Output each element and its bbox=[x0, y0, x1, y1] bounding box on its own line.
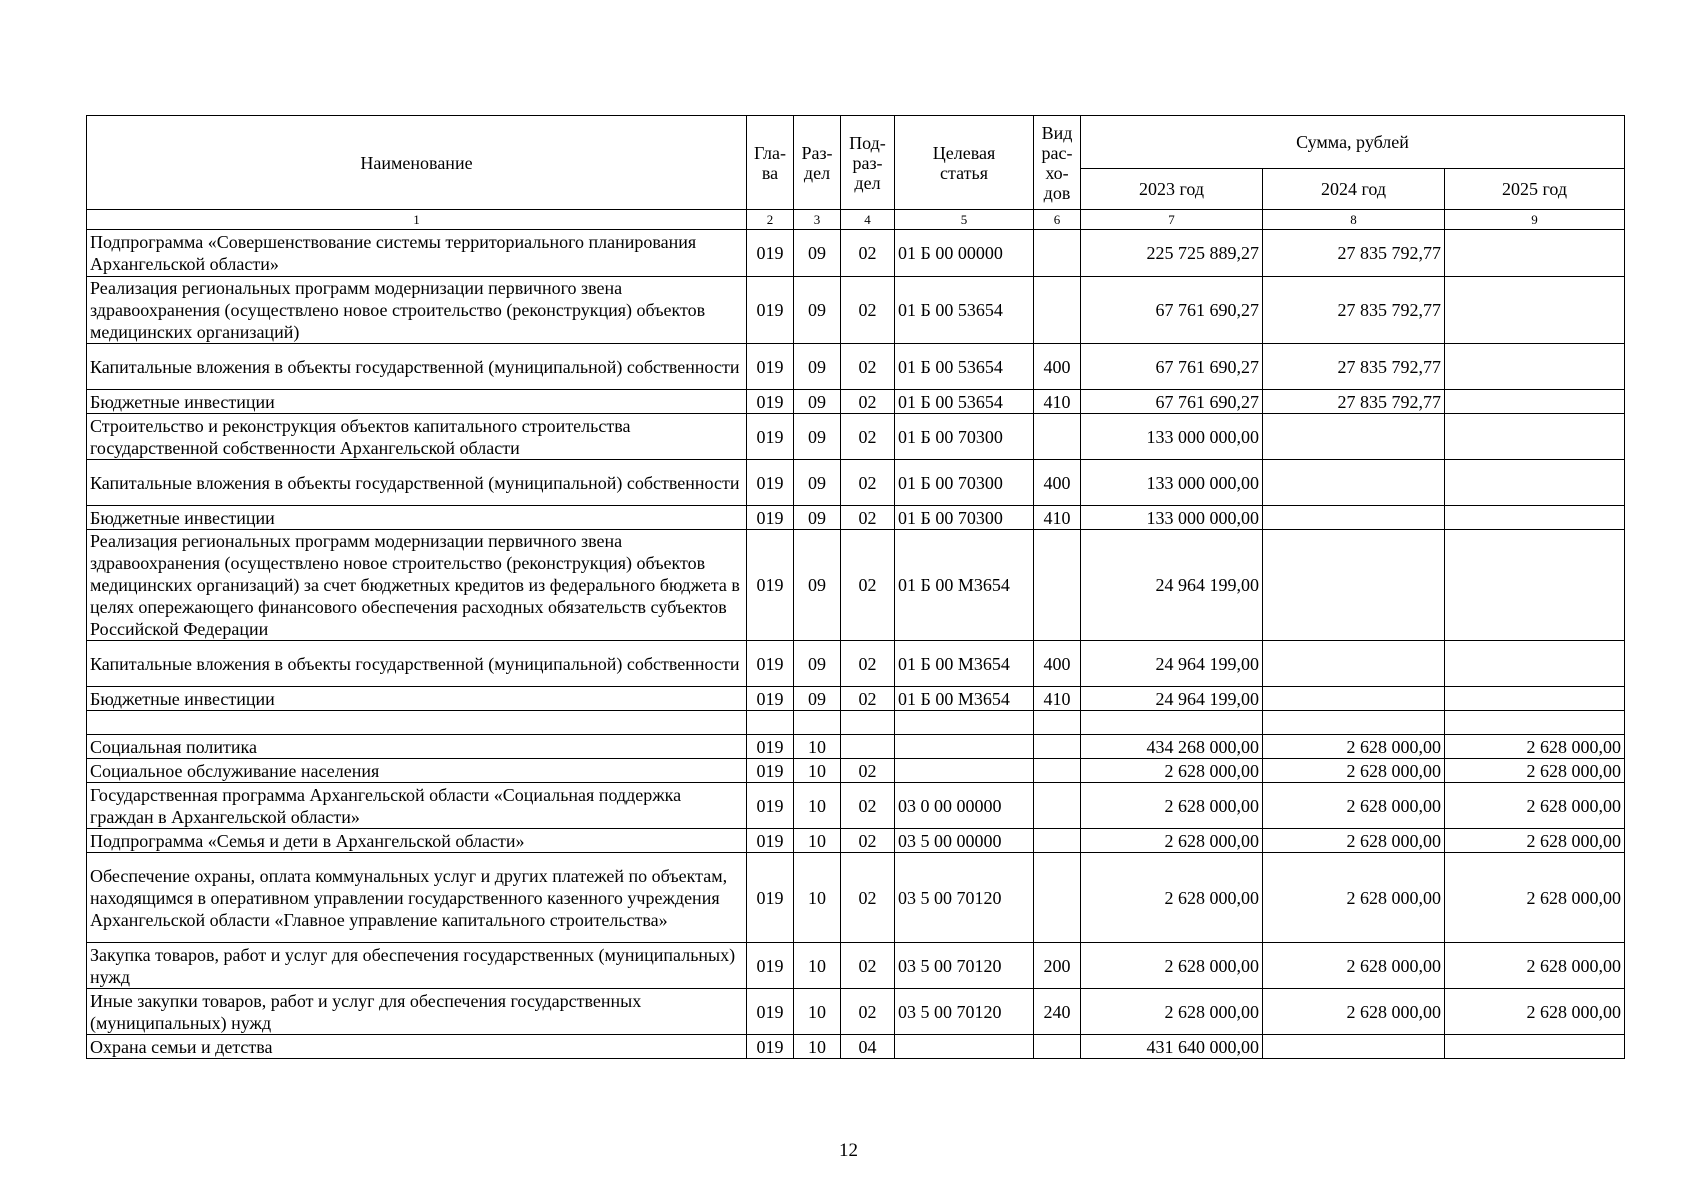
header-subsection: Под- раз- дел bbox=[841, 116, 895, 210]
row-name: Бюджетные инвестиции bbox=[87, 687, 747, 711]
row-section: 09 bbox=[794, 506, 841, 530]
row-expense-type: 400 bbox=[1034, 460, 1081, 506]
row-subsection: 02 bbox=[841, 414, 895, 460]
row-sum-2024 bbox=[1263, 460, 1445, 506]
column-number: 6 bbox=[1034, 210, 1081, 230]
row-subsection: 02 bbox=[841, 989, 895, 1035]
row-expense-type: 410 bbox=[1034, 506, 1081, 530]
row-subsection: 04 bbox=[841, 1035, 895, 1059]
row-expense-type: 400 bbox=[1034, 344, 1081, 390]
row-subsection: 02 bbox=[841, 759, 895, 783]
row-section: 10 bbox=[794, 1035, 841, 1059]
table-row bbox=[87, 853, 1625, 943]
row-subsection: 02 bbox=[841, 344, 895, 390]
row-sum-2024: 2 628 000,00 bbox=[1263, 735, 1445, 759]
row-sum-2024: 27 835 792,77 bbox=[1263, 277, 1445, 344]
row-sum-2024: 27 835 792,77 bbox=[1263, 390, 1445, 414]
table-row bbox=[87, 414, 1625, 460]
row-target-article: 01 Б 00 М3654 bbox=[895, 530, 1034, 641]
header-chapter: Гла- ва bbox=[747, 116, 794, 210]
header-expense-type: Вид рас- хо- дов bbox=[1034, 116, 1081, 210]
row-expense-type bbox=[1034, 853, 1081, 943]
row-target-article: 01 Б 00 70300 bbox=[895, 414, 1034, 460]
row-section: 09 bbox=[794, 641, 841, 687]
column-number: 8 bbox=[1263, 210, 1445, 230]
row-sum-2024 bbox=[1263, 414, 1445, 460]
row-target-article: 03 0 00 00000 bbox=[895, 783, 1034, 829]
header-year-2025: 2025 год bbox=[1445, 169, 1625, 210]
row-sum-2025: 2 628 000,00 bbox=[1445, 853, 1625, 943]
table-body bbox=[87, 230, 1625, 1059]
row-sum-2025: 2 628 000,00 bbox=[1445, 783, 1625, 829]
row-sum-2025 bbox=[1445, 711, 1625, 735]
row-expense-type: 410 bbox=[1034, 687, 1081, 711]
budget-table bbox=[86, 115, 1625, 1059]
row-target-article bbox=[895, 711, 1034, 735]
column-number: 4 bbox=[841, 210, 895, 230]
row-name: Реализация региональных программ модернизации первичного звена здравоохранения (осуществлено новое строительство (реконструкция) объектов медицинских организаций) bbox=[87, 277, 747, 344]
row-name: Подпрограмма «Семья и дети в Архангельской области» bbox=[87, 829, 747, 853]
row-sum-2024 bbox=[1263, 641, 1445, 687]
row-subsection: 02 bbox=[841, 687, 895, 711]
row-section: 09 bbox=[794, 530, 841, 641]
row-name: Социальная политика bbox=[87, 735, 747, 759]
row-sum-2025: 2 628 000,00 bbox=[1445, 735, 1625, 759]
row-sum-2024: 2 628 000,00 bbox=[1263, 943, 1445, 989]
row-chapter: 019 bbox=[747, 783, 794, 829]
row-chapter: 019 bbox=[747, 735, 794, 759]
row-sum-2024: 27 835 792,77 bbox=[1263, 230, 1445, 277]
row-target-article: 01 Б 00 70300 bbox=[895, 506, 1034, 530]
row-name: Подпрограмма «Совершенствование системы территориального планирования Архангельской области» bbox=[87, 230, 747, 277]
row-expense-type bbox=[1034, 735, 1081, 759]
row-chapter: 019 bbox=[747, 829, 794, 853]
row-expense-type bbox=[1034, 530, 1081, 641]
row-section: 09 bbox=[794, 277, 841, 344]
row-name bbox=[87, 711, 747, 735]
row-sum-2024: 2 628 000,00 bbox=[1263, 759, 1445, 783]
row-expense-type bbox=[1034, 230, 1081, 277]
column-number: 7 bbox=[1081, 210, 1263, 230]
row-target-article: 01 Б 00 53654 bbox=[895, 390, 1034, 414]
column-number: 9 bbox=[1445, 210, 1625, 230]
row-target-article: 01 Б 00 М3654 bbox=[895, 687, 1034, 711]
row-chapter: 019 bbox=[747, 230, 794, 277]
table-row bbox=[87, 943, 1625, 989]
header-target-article: Целевая статья bbox=[895, 116, 1034, 210]
row-name: Бюджетные инвестиции bbox=[87, 506, 747, 530]
table-row bbox=[87, 390, 1625, 414]
row-sum-2025 bbox=[1445, 390, 1625, 414]
row-sum-2023: 2 628 000,00 bbox=[1081, 943, 1263, 989]
row-name: Капитальные вложения в объекты государственной (муниципальной) собственности bbox=[87, 641, 747, 687]
table-row bbox=[87, 735, 1625, 759]
row-subsection: 02 bbox=[841, 853, 895, 943]
row-chapter: 019 bbox=[747, 414, 794, 460]
row-name: Бюджетные инвестиции bbox=[87, 390, 747, 414]
row-target-article: 03 5 00 70120 bbox=[895, 943, 1034, 989]
row-expense-type: 410 bbox=[1034, 390, 1081, 414]
row-expense-type: 240 bbox=[1034, 989, 1081, 1035]
row-sum-2024: 2 628 000,00 bbox=[1263, 989, 1445, 1035]
row-section: 10 bbox=[794, 853, 841, 943]
row-section: 10 bbox=[794, 989, 841, 1035]
row-expense-type: 400 bbox=[1034, 641, 1081, 687]
row-sum-2025 bbox=[1445, 230, 1625, 277]
row-sum-2025 bbox=[1445, 641, 1625, 687]
row-section: 09 bbox=[794, 414, 841, 460]
row-chapter: 019 bbox=[747, 943, 794, 989]
row-section: 09 bbox=[794, 687, 841, 711]
row-section: 09 bbox=[794, 390, 841, 414]
row-subsection: 02 bbox=[841, 783, 895, 829]
row-sum-2023: 24 964 199,00 bbox=[1081, 687, 1263, 711]
column-number: 2 bbox=[747, 210, 794, 230]
row-sum-2024: 2 628 000,00 bbox=[1263, 853, 1445, 943]
row-sum-2024: 27 835 792,77 bbox=[1263, 344, 1445, 390]
header-section: Раз- дел bbox=[794, 116, 841, 210]
table-row bbox=[87, 460, 1625, 506]
row-sum-2025: 2 628 000,00 bbox=[1445, 943, 1625, 989]
row-sum-2023: 2 628 000,00 bbox=[1081, 783, 1263, 829]
table-row bbox=[87, 1035, 1625, 1059]
row-sum-2025 bbox=[1445, 506, 1625, 530]
row-name: Иные закупки товаров, работ и услуг для обеспечения государственных (муниципальных) нужд bbox=[87, 989, 747, 1035]
row-section: 09 bbox=[794, 460, 841, 506]
row-sum-2023: 434 268 000,00 bbox=[1081, 735, 1263, 759]
row-sum-2025 bbox=[1445, 277, 1625, 344]
row-subsection: 02 bbox=[841, 506, 895, 530]
row-name: Обеспечение охраны, оплата коммунальных услуг и других платежей по объектам, находящимся в оперативном управлении государственного казенного учреждения Архангельской области «Главное управление капитального строительства» bbox=[87, 853, 747, 943]
row-chapter: 019 bbox=[747, 759, 794, 783]
row-section: 10 bbox=[794, 735, 841, 759]
row-section: 09 bbox=[794, 344, 841, 390]
table-row bbox=[87, 783, 1625, 829]
row-target-article: 01 Б 00 00000 bbox=[895, 230, 1034, 277]
table-row bbox=[87, 641, 1625, 687]
column-number: 1 bbox=[87, 210, 747, 230]
row-section: 09 bbox=[794, 230, 841, 277]
row-chapter: 019 bbox=[747, 344, 794, 390]
table-row bbox=[87, 230, 1625, 277]
row-sum-2023: 133 000 000,00 bbox=[1081, 414, 1263, 460]
row-name: Государственная программа Архангельской области «Социальная поддержка граждан в Архангельской области» bbox=[87, 783, 747, 829]
row-subsection: 02 bbox=[841, 277, 895, 344]
row-chapter: 019 bbox=[747, 1035, 794, 1059]
row-target-article bbox=[895, 1035, 1034, 1059]
table-row bbox=[87, 277, 1625, 344]
row-sum-2023: 2 628 000,00 bbox=[1081, 989, 1263, 1035]
row-sum-2023: 2 628 000,00 bbox=[1081, 853, 1263, 943]
row-target-article: 01 Б 00 М3654 bbox=[895, 641, 1034, 687]
table-row bbox=[87, 711, 1625, 735]
row-sum-2023: 2 628 000,00 bbox=[1081, 829, 1263, 853]
row-sum-2023: 67 761 690,27 bbox=[1081, 390, 1263, 414]
table-row bbox=[87, 344, 1625, 390]
row-sum-2024 bbox=[1263, 506, 1445, 530]
row-sum-2023: 431 640 000,00 bbox=[1081, 1035, 1263, 1059]
row-sum-2023: 24 964 199,00 bbox=[1081, 530, 1263, 641]
row-sum-2023: 24 964 199,00 bbox=[1081, 641, 1263, 687]
row-subsection: 02 bbox=[841, 390, 895, 414]
column-number: 5 bbox=[895, 210, 1034, 230]
row-target-article bbox=[895, 735, 1034, 759]
row-name: Капитальные вложения в объекты государственной (муниципальной) собственности bbox=[87, 344, 747, 390]
page-number: 12 bbox=[839, 1140, 858, 1161]
row-target-article bbox=[895, 759, 1034, 783]
row-chapter bbox=[747, 711, 794, 735]
row-chapter: 019 bbox=[747, 530, 794, 641]
row-section bbox=[794, 711, 841, 735]
row-expense-type bbox=[1034, 277, 1081, 344]
row-target-article: 03 5 00 00000 bbox=[895, 829, 1034, 853]
row-name: Охрана семьи и детства bbox=[87, 1035, 747, 1059]
row-section: 10 bbox=[794, 783, 841, 829]
row-chapter: 019 bbox=[747, 390, 794, 414]
column-number: 3 bbox=[794, 210, 841, 230]
row-sum-2023: 67 761 690,27 bbox=[1081, 277, 1263, 344]
header-sum: Сумма, рублей bbox=[1081, 116, 1625, 169]
column-number-row bbox=[87, 210, 1625, 230]
row-sum-2025: 2 628 000,00 bbox=[1445, 989, 1625, 1035]
row-section: 10 bbox=[794, 943, 841, 989]
row-chapter: 019 bbox=[747, 853, 794, 943]
row-sum-2025 bbox=[1445, 530, 1625, 641]
row-chapter: 019 bbox=[747, 687, 794, 711]
row-expense-type bbox=[1034, 711, 1081, 735]
row-expense-type: 200 bbox=[1034, 943, 1081, 989]
row-name: Капитальные вложения в объекты государственной (муниципальной) собственности bbox=[87, 460, 747, 506]
table-row bbox=[87, 506, 1625, 530]
row-target-article: 03 5 00 70120 bbox=[895, 989, 1034, 1035]
row-chapter: 019 bbox=[747, 641, 794, 687]
row-chapter: 019 bbox=[747, 506, 794, 530]
row-target-article: 01 Б 00 70300 bbox=[895, 460, 1034, 506]
row-subsection: 02 bbox=[841, 829, 895, 853]
table-row bbox=[87, 989, 1625, 1035]
row-name: Реализация региональных программ модернизации первичного звена здравоохранения (осуществлено новое строительство (реконструкция) объектов медицинских организаций) за счет бюджетных кредитов из федерального бюджета в целях опережающего финансового обеспечения расходных обязательств субъектов Российской Федерации bbox=[87, 530, 747, 641]
row-subsection: 02 bbox=[841, 943, 895, 989]
row-expense-type bbox=[1034, 414, 1081, 460]
row-subsection bbox=[841, 711, 895, 735]
row-sum-2024: 2 628 000,00 bbox=[1263, 783, 1445, 829]
row-expense-type bbox=[1034, 829, 1081, 853]
row-target-article: 01 Б 00 53654 bbox=[895, 277, 1034, 344]
row-expense-type bbox=[1034, 783, 1081, 829]
row-sum-2025 bbox=[1445, 344, 1625, 390]
row-sum-2023: 2 628 000,00 bbox=[1081, 759, 1263, 783]
row-sum-2025: 2 628 000,00 bbox=[1445, 829, 1625, 853]
row-sum-2023: 133 000 000,00 bbox=[1081, 460, 1263, 506]
row-sum-2024 bbox=[1263, 687, 1445, 711]
row-sum-2025 bbox=[1445, 414, 1625, 460]
row-sum-2025: 2 628 000,00 bbox=[1445, 759, 1625, 783]
row-chapter: 019 bbox=[747, 460, 794, 506]
row-target-article: 01 Б 00 53654 bbox=[895, 344, 1034, 390]
row-sum-2025 bbox=[1445, 687, 1625, 711]
row-expense-type bbox=[1034, 759, 1081, 783]
row-sum-2025 bbox=[1445, 460, 1625, 506]
row-subsection bbox=[841, 735, 895, 759]
row-name: Социальное обслуживание населения bbox=[87, 759, 747, 783]
row-sum-2024 bbox=[1263, 711, 1445, 735]
row-subsection: 02 bbox=[841, 230, 895, 277]
row-section: 10 bbox=[794, 759, 841, 783]
row-sum-2023 bbox=[1081, 711, 1263, 735]
row-name: Закупка товаров, работ и услуг для обеспечения государственных (муниципальных) нужд bbox=[87, 943, 747, 989]
row-subsection: 02 bbox=[841, 530, 895, 641]
row-sum-2023: 225 725 889,27 bbox=[1081, 230, 1263, 277]
row-expense-type bbox=[1034, 1035, 1081, 1059]
header-year-2023: 2023 год bbox=[1081, 169, 1263, 210]
table-header bbox=[87, 116, 1625, 230]
table-row bbox=[87, 687, 1625, 711]
row-target-article: 03 5 00 70120 bbox=[895, 853, 1034, 943]
row-sum-2025 bbox=[1445, 1035, 1625, 1059]
row-sum-2024 bbox=[1263, 530, 1445, 641]
table-row bbox=[87, 530, 1625, 641]
header-name: Наименование bbox=[87, 116, 747, 210]
row-sum-2024: 2 628 000,00 bbox=[1263, 829, 1445, 853]
table-row bbox=[87, 829, 1625, 853]
row-sum-2023: 67 761 690,27 bbox=[1081, 344, 1263, 390]
row-sum-2024 bbox=[1263, 1035, 1445, 1059]
table-row bbox=[87, 759, 1625, 783]
row-subsection: 02 bbox=[841, 641, 895, 687]
row-sum-2023: 133 000 000,00 bbox=[1081, 506, 1263, 530]
row-section: 10 bbox=[794, 829, 841, 853]
header-year-2024: 2024 год bbox=[1263, 169, 1445, 210]
row-subsection: 02 bbox=[841, 460, 895, 506]
row-chapter: 019 bbox=[747, 989, 794, 1035]
row-name: Строительство и реконструкция объектов капитального строительства государственной собственности Архангельской области bbox=[87, 414, 747, 460]
row-chapter: 019 bbox=[747, 277, 794, 344]
